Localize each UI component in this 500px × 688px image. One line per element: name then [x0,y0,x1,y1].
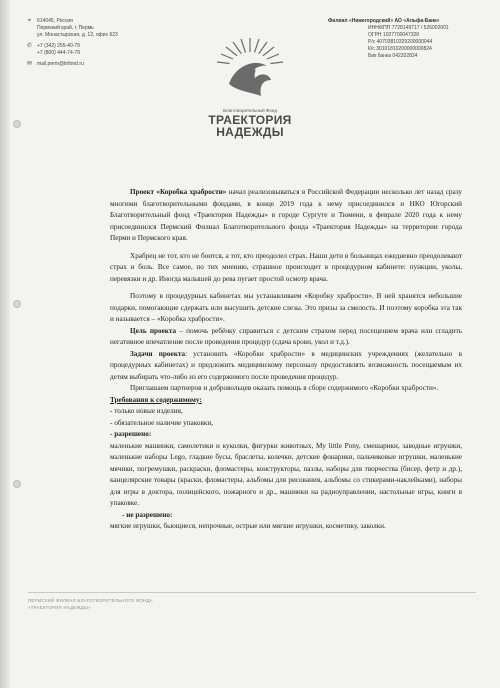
bank-bik: Бик банка 042202824 [368,53,418,59]
requirement-item: - только новые изделия, [110,407,183,415]
tasks-paragraph [110,349,462,384]
box-paragraph: Поэтому в процедурных кабинетах мы устанавливаем «Коробку храбрости». В ней хранятся небольшие подарки, помогающие сдержать или высушить детские слезы. Это призы за смелость. И поэтому коробка эта так и называется – «Коробка храбрости». [110,292,462,323]
phone-line-1: +7 (342) 255-40-79 [37,43,80,49]
forbidden-label: - не разрешено: [122,510,173,519]
letter-body [110,187,462,533]
requirements-title: Требования к содержимому: [110,395,202,404]
mail-icon: ✉ [26,61,33,67]
phone-icon: ✆ [26,43,33,49]
allowed-items: маленькие машинки, самолетики и куколки, фигурки животных, My little Pony, смешарики, заводные игрушки, маленькие наборы Lego, гладкие бусы, браслеты, колечки, детские фонарики, пальчиковые игрушки, маленькие мячики, погремушки, раскраски, фломастеры, конструкторы, пазлы, наборы для творчества (бисер, фетр и др.), канцелярские товары (краски, фломастеры, альбомы для рисования, альбомы со стикерами-наклейками), наборы для игры в доктора, полицейского, пожарного и др., машинки на радиоуправлении, настольные игры, книги в упаковке. [110,441,462,507]
courage-paragraph: Храбрец не тот, кто не боится, а тот, кто преодолел страх. Наши дети в больницах ежедневно преодолевают страх и боль. Все самое, по тих мнению, страшное происходит в процедурном кабинете: пункции, уколы, перевязки и др. Иногда малышей до рева пугает простой осмотр врача. [110,251,462,283]
org-subtitle: Благотворительный Фонд [223,108,277,113]
bank-ogrn: ОГРН 1027700047328 [368,32,420,38]
footer-line-1: ПЕРМСКИЙ ФИЛИАЛ БЛАГОТВОРИТЕЛЬНОГО ФОНДА [28,598,153,603]
goal-label: Цель проекта [130,326,177,335]
org-name-line-1: ТРАЕКТОРИЯ [208,113,292,127]
contact-block [26,18,118,68]
page-edge-shadow [0,0,10,688]
goal-text: – помочь ребёнку справиться с детским страхом перед посещением врача или сгладить негативное впечатление после проведения процедур (сдача крови, укол и т.д.). [110,326,463,346]
intro-paragraph [110,187,462,245]
invite-paragraph: Приглашаем партнеров и добровольцев оказать помощь в сборе содержимого «Коробки храбрости». [130,384,439,392]
intro-text: начал реализовываться в Российской Федерации несколько лет назад сразу многими благотворительными фондами, в конце 2019 года к нему присоединился и НКО Югорский Благотворительный фонд «Траектория Надежды» в городе Сургуте и Тюмени, в феврале 2020 года к нему присоединился Пермский Филиал Благотворительного фонда «Траектория Надежды» на территории города Перми и Пермского края. [110,188,462,242]
org-name-line-2: НАДЕЖДЫ [216,125,284,139]
address-line-2: Пермский край, г. Пермь [37,25,94,31]
footer [28,597,153,611]
footer-line-2: «ТРАЕКТОРИЯ НАДЕЖДЫ» [28,605,91,610]
project-name: Проект «Коробка храбрости» [130,188,227,196]
address-line-1: 614045, Россия [37,18,73,24]
allowed-label: - разрешено: [110,430,152,438]
bank-title: Филиал «Нижегородский» АО «Альфа-Банк» [328,18,440,24]
requirement-item: - обязательное наличие упаковки, [110,418,213,427]
footer-divider [28,592,476,593]
bank-account: Р/с 40703810329200000044 [368,39,433,45]
location-pin-icon: ⌖ [27,18,32,24]
fund-logo-dove-sunrise [205,36,295,108]
tasks-text: : установить «Коробки храбрости» в медицинских учреждениях (желательно в процедурных кабинетах) и предложить медицинскому персоналу предоставлять возможность посещаемым их детям выбирать что-либо из его содержимого после проведения процедур. [110,349,463,381]
phone-line-2: +7 (800) 444-74-79 [37,50,80,56]
goal-paragraph [110,326,462,349]
bank-details [328,18,449,60]
bank-corr-account: К/с 30101810200000000824 [368,46,432,52]
org-name [190,114,310,138]
bank-inn: ИНН/КПП 7728149717 / 526002001 [368,25,449,31]
tasks-label: Задачи проекта [130,349,186,358]
address-line-3: ул. Монастырская, д. 12, офис 623 [37,32,118,38]
forbidden-items: мягкие игрушки, бьющиеся, непрочные, острые или мягкие игрушки, косметику, заколки. [110,522,386,530]
email-line: mail.perm@tnfond.ru [37,61,84,67]
